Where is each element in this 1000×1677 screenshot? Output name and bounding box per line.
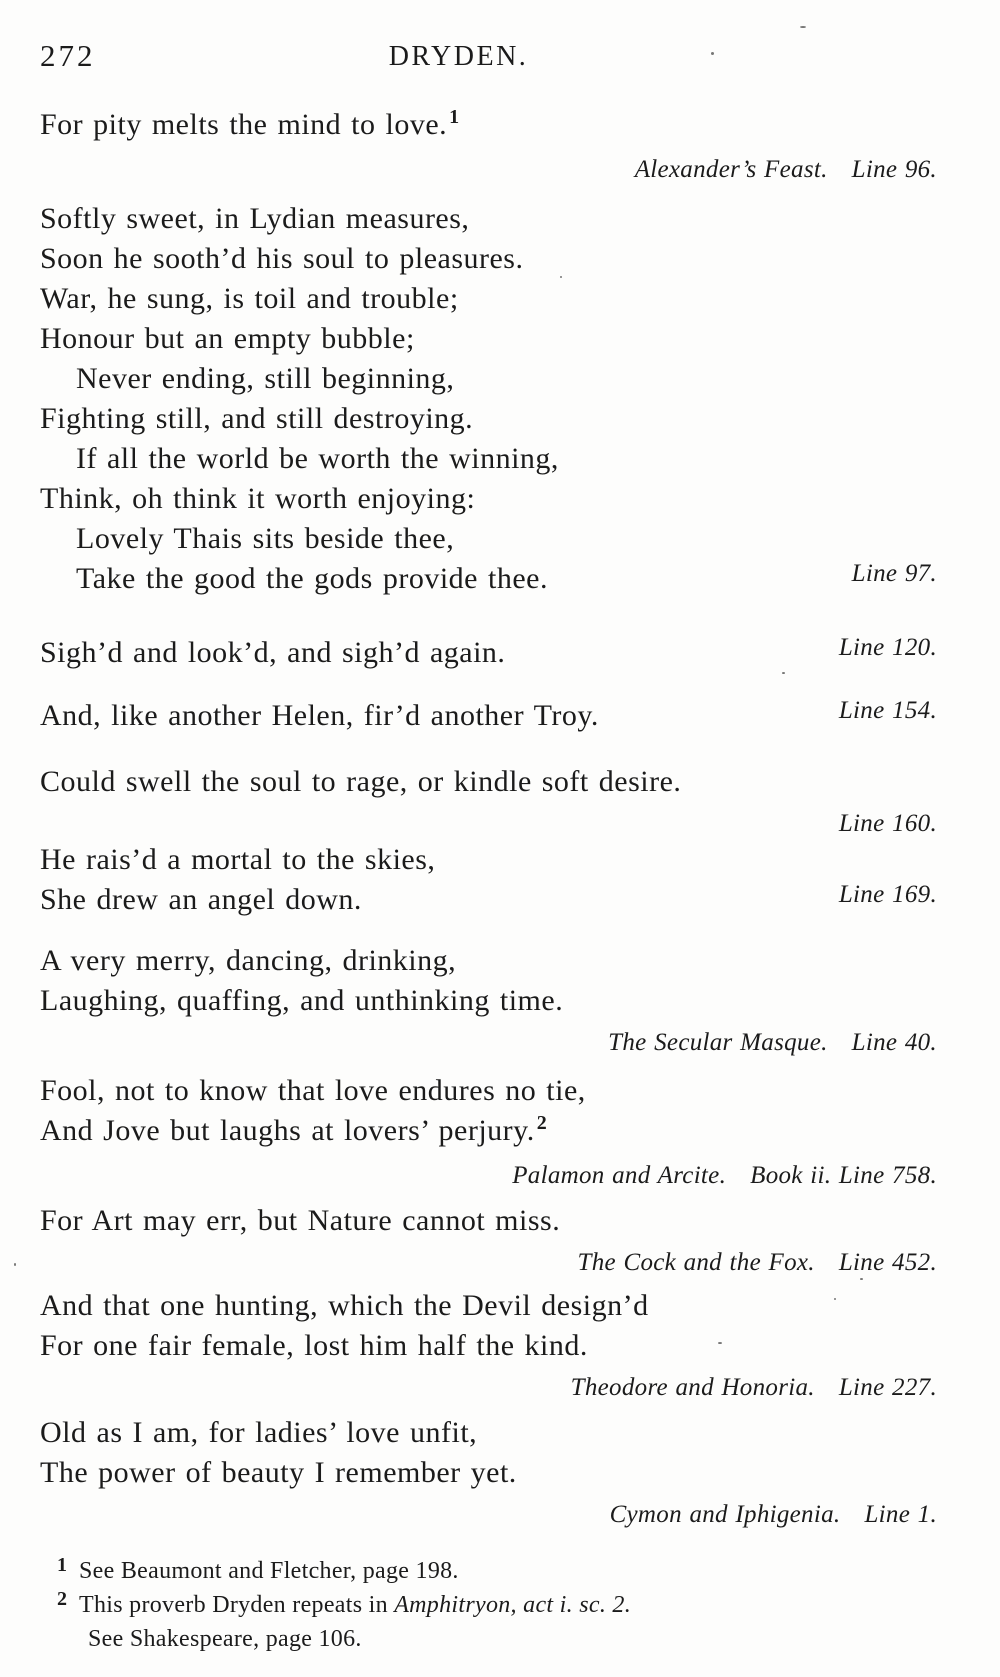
attribution [40,1158,937,1194]
attribution [40,1370,937,1406]
quote-line-text: For pity melts the mind to love. [40,108,448,141]
quote-line [40,1453,937,1493]
footnote-line [57,1555,937,1589]
attribution [40,1245,937,1281]
quote-line-text: Fighting still, and still destroying. [40,402,474,435]
quote-line [40,559,937,599]
quote-line-text: For one fair female, lost him half the kind. [40,1329,588,1362]
quote-line [40,840,937,880]
attribution [40,806,937,842]
quote-line-text: Never ending, still beginning, [76,362,455,395]
quote-line-text: The power of beauty I remember yet. [40,1456,517,1489]
attribution-line-ref: Line 452. [838,1249,937,1276]
quote-line [40,1071,937,1111]
quote-line [40,633,937,673]
quote-line-text: Fool, not to know that love endures no tie, [40,1074,586,1107]
attribution-line-ref: Line 1. [864,1501,937,1528]
scan-speck [718,1342,722,1344]
attribution [40,1025,937,1061]
footnote-reference-mark: 1 [449,106,460,128]
quote-line-text: War, he sung, is toil and trouble; [40,282,459,315]
quote-line [40,319,937,359]
quote-block [40,1201,937,1281]
quote-line-text: Think, oh think it worth enjoying: [40,482,476,515]
quote-block [40,105,937,188]
footnote-text: See Shakespeare, page 106. [88,1626,362,1652]
quote-block [40,1071,937,1194]
line-reference: Line 169. [838,881,937,908]
quote-line-text: Softly sweet, in Lydian measures, [40,202,470,235]
line-reference: Line 120. [838,634,937,661]
quote-line [40,880,937,920]
attribution-line-ref: Line 160. [838,810,937,837]
quote-line [40,439,937,479]
quote-line [40,1201,937,1241]
running-head: DRYDEN. [388,41,529,72]
footnote-marker: 1 [57,1554,67,1576]
quote-line [40,1326,937,1366]
quote-line [40,696,937,736]
quote-line-text: And Jove but laughs at lovers’ perjury. [40,1114,535,1147]
quote-line [40,941,937,981]
quote-line-text: A very merry, dancing, drinking, [40,944,457,977]
quote-line-text: If all the world be worth the winning, [76,442,559,475]
footnote-reference-mark: 2 [536,1112,547,1134]
quote-block [40,941,937,1061]
footnote-text: See Beaumont and Fletcher, page 198. [79,1558,459,1584]
footnote-text: Amphitryon, act i. sc. 2. [394,1592,632,1618]
quote-line-text: She drew an angel down. [40,883,362,916]
quote-line-text: And, like another Helen, fir’d another Troy. [40,699,599,732]
quote-line [40,1286,937,1326]
scan-speck [834,1298,836,1300]
quote-line [40,105,937,148]
attribution-source: Theodore and Honoria. [570,1374,815,1401]
quote-line-text: Laughing, quaffing, and unthinking time. [40,984,564,1017]
quote-block [40,199,937,599]
footnote-marker: 2 [57,1588,67,1610]
quote-line [40,1111,937,1154]
footnote [57,1555,937,1589]
quote-line [40,239,937,279]
quote-block [40,696,937,736]
line-reference: Line 97. [851,560,937,587]
quote-line-text: Honour but an empty bubble; [40,322,415,355]
quote-block [40,1286,937,1406]
line-reference: Line 154. [838,697,937,724]
quote-line [40,279,937,319]
scan-speck [711,52,714,55]
quote-line [40,399,937,439]
footnote [57,1589,937,1656]
attribution [40,152,937,188]
quote-line-text: Take the good the gods provide thee. [76,562,548,595]
quote-block [40,840,937,920]
quote-line [40,199,937,239]
attribution-line-ref: Line 96. [851,156,937,183]
attribution-source: Alexander’s Feast. [634,156,828,183]
attribution-source: Cymon and Iphigenia. [609,1501,841,1528]
attribution-line-ref: Book ii. Line 758. [750,1162,937,1189]
quote-line-text: Old as I am, for ladies’ love unfit, [40,1416,478,1449]
footnote-line [57,1623,937,1656]
attribution-line-ref: Line 227. [838,1374,937,1401]
quote-block [40,633,937,673]
quote-line-text: For Art may err, but Nature cannot miss. [40,1204,561,1237]
attribution [40,1497,937,1533]
attribution-line-ref: Line 40. [851,1029,937,1056]
attribution-source: The Cock and the Fox. [577,1249,815,1276]
scan-speck [14,1263,16,1266]
quote-line [40,981,937,1021]
quote-line [40,519,937,559]
attribution-source: The Secular Masque. [608,1029,828,1056]
quote-line [40,762,937,802]
quote-line [40,359,937,399]
page-header [40,40,937,82]
quote-block [40,762,937,842]
quote-line-text: Lovely Thais sits beside thee, [76,522,455,555]
quote-line-text: Sigh’d and look’d, and sigh’d again. [40,636,506,669]
footnote-text: This proverb Dryden repeats in [79,1592,395,1618]
footnote-line [57,1589,937,1623]
quote-block [40,1413,937,1533]
quote-line [40,1413,937,1453]
scan-speck [560,276,562,278]
quote-line [40,479,937,519]
scan-speck [800,26,806,28]
quote-line-text: Could swell the soul to rage, or kindle soft desire. [40,765,682,798]
scan-speck [860,1278,863,1280]
scan-speck [782,672,785,674]
quote-line-text: And that one hunting, which the Devil design’d [40,1289,649,1322]
attribution-source: Palamon and Arcite. [512,1162,727,1189]
quote-line-text: Soon he sooth’d his soul to pleasures. [40,242,524,275]
page-number: 272 [40,38,96,73]
quote-line-text: He rais’d a mortal to the skies, [40,843,436,876]
